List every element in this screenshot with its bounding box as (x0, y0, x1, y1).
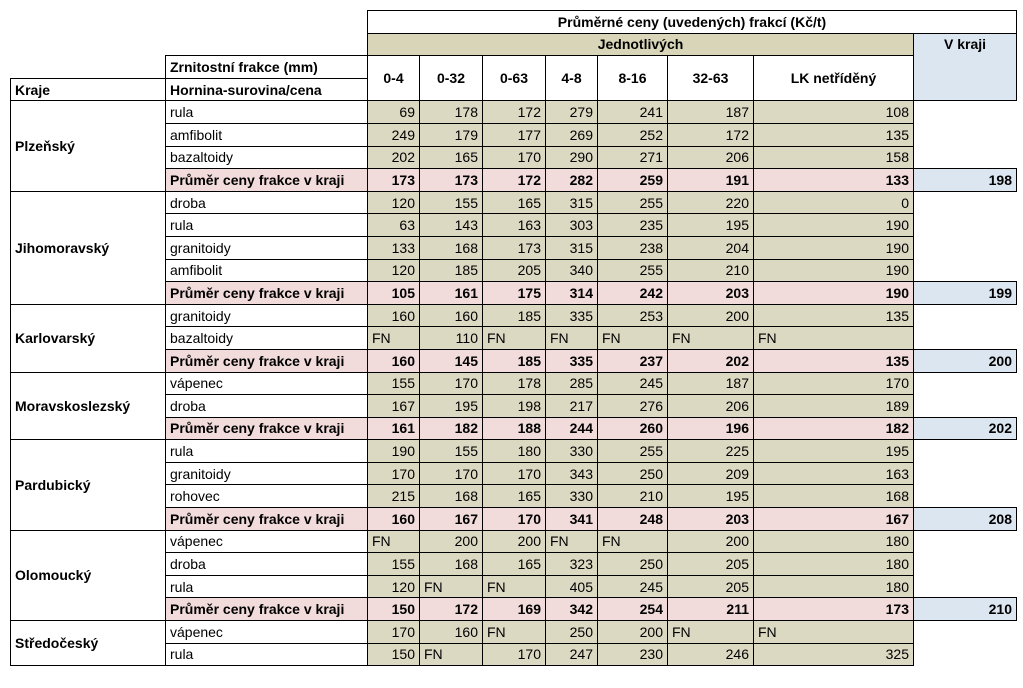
price-cell: 180 (754, 575, 914, 598)
rock-type: droba (166, 191, 368, 214)
table-row (11, 304, 1017, 327)
price-cell: 135 (754, 123, 914, 146)
average-cell: 196 (668, 417, 754, 440)
price-cell: 285 (546, 372, 598, 395)
rock-type: vápenec (166, 530, 368, 553)
price-cell: 253 (598, 304, 668, 327)
price-cell: 225 (668, 440, 754, 463)
price-cell: 195 (668, 485, 754, 508)
average-cell: 282 (546, 169, 598, 192)
average-cell: 172 (420, 598, 483, 621)
price-cell: 120 (368, 259, 420, 282)
price-cell: 315 (546, 191, 598, 214)
price-cell: 190 (368, 440, 420, 463)
price-cell: 185 (483, 304, 546, 327)
rock-type: rohovec (166, 485, 368, 508)
average-cell: 185 (483, 349, 546, 372)
region-total-cell: 210 (914, 598, 1017, 621)
region-name: Karlovarský (11, 304, 166, 372)
price-cell: FN (368, 530, 420, 553)
price-cell: 185 (420, 259, 483, 282)
table-title: Průměrné ceny (uvedených) frakcí (Kč/t) (368, 11, 1017, 34)
average-cell: 202 (668, 349, 754, 372)
average-cell: 105 (368, 282, 420, 305)
price-cell: 177 (483, 123, 546, 146)
price-cell: 0 (754, 191, 914, 214)
price-cell: 170 (754, 372, 914, 395)
average-label: Průměr ceny frakce v kraji (166, 282, 368, 305)
price-cell: 110 (420, 327, 483, 350)
price-cell: 179 (420, 123, 483, 146)
average-cell: 242 (598, 282, 668, 305)
price-cell: 230 (598, 643, 668, 666)
average-cell: 169 (483, 598, 546, 621)
average-cell: 188 (483, 417, 546, 440)
price-cell: 246 (668, 643, 754, 666)
price-cell: 165 (483, 553, 546, 576)
average-cell: 167 (420, 508, 483, 531)
price-cell: 168 (420, 236, 483, 259)
average-cell: 254 (598, 598, 668, 621)
column-header: LK netříděný (754, 56, 914, 101)
price-cell: 206 (668, 146, 754, 169)
price-cell: 133 (368, 236, 420, 259)
price-cell: 249 (368, 123, 420, 146)
average-cell: 335 (546, 349, 598, 372)
table-row (11, 101, 1017, 124)
rock-type: amfibolit (166, 259, 368, 282)
column-header: 32-63 (668, 56, 754, 101)
price-cell: 340 (546, 259, 598, 282)
header-v-kraji: V kraji (914, 33, 1017, 101)
average-cell: 190 (754, 282, 914, 305)
average-label: Průměr ceny frakce v kraji (166, 349, 368, 372)
price-cell: 325 (754, 643, 914, 666)
price-cell: 210 (668, 259, 754, 282)
price-cell: 69 (368, 101, 420, 124)
price-cell: 335 (546, 304, 598, 327)
price-cell: FN (420, 643, 483, 666)
price-cell: 405 (546, 575, 598, 598)
price-cell: 245 (598, 575, 668, 598)
average-cell: 259 (598, 169, 668, 192)
price-cell: 200 (668, 304, 754, 327)
price-cell: 255 (598, 440, 668, 463)
price-cell: 238 (598, 236, 668, 259)
average-cell: 248 (598, 508, 668, 531)
price-cell: FN (420, 575, 483, 598)
price-cell: FN (754, 621, 914, 644)
average-cell: 341 (546, 508, 598, 531)
price-cell: 120 (368, 575, 420, 598)
price-cell: 323 (546, 553, 598, 576)
column-header: 8-16 (598, 56, 668, 101)
table-body (11, 101, 1017, 666)
price-cell: 170 (420, 462, 483, 485)
price-cell: 187 (668, 372, 754, 395)
average-cell: 160 (368, 508, 420, 531)
average-cell: 167 (754, 508, 914, 531)
average-cell: 244 (546, 417, 598, 440)
price-cell: 160 (420, 304, 483, 327)
region-name: Olomoucký (11, 530, 166, 620)
region-total-cell: 200 (914, 349, 1017, 372)
price-cell: 217 (546, 395, 598, 418)
price-cell: 198 (483, 395, 546, 418)
price-cell: 165 (483, 485, 546, 508)
price-cell: 276 (598, 395, 668, 418)
price-cell: 167 (368, 395, 420, 418)
price-cell: 330 (546, 485, 598, 508)
average-cell: 133 (754, 169, 914, 192)
region-name: Pardubický (11, 440, 166, 530)
price-cell: 204 (668, 236, 754, 259)
price-cell: 215 (368, 485, 420, 508)
price-cell: 168 (754, 485, 914, 508)
rock-type: rula (166, 214, 368, 237)
price-cell: 172 (483, 101, 546, 124)
price-cell: 165 (420, 146, 483, 169)
price-cell: 195 (420, 395, 483, 418)
price-cell: 195 (668, 214, 754, 237)
rock-type: bazaltoidy (166, 327, 368, 350)
region-total-cell: 208 (914, 508, 1017, 531)
price-cell: 330 (546, 440, 598, 463)
price-cell: 170 (483, 643, 546, 666)
average-cell: 175 (483, 282, 546, 305)
average-cell: 161 (368, 417, 420, 440)
average-cell: 191 (668, 169, 754, 192)
price-cell: 155 (420, 191, 483, 214)
region-name: Moravskoslezský (11, 372, 166, 440)
price-cell: 168 (420, 553, 483, 576)
average-cell: 342 (546, 598, 598, 621)
average-label: Průměr ceny frakce v kraji (166, 169, 368, 192)
price-cell: 150 (368, 643, 420, 666)
label-zrnitostni-frakce: Zrnitostní frakce (mm) (166, 56, 368, 79)
price-cell: FN (483, 327, 546, 350)
price-cell: 190 (754, 259, 914, 282)
price-cell: FN (668, 621, 754, 644)
rock-type: bazaltoidy (166, 146, 368, 169)
price-cell: 170 (368, 621, 420, 644)
column-header: 4-8 (546, 56, 598, 101)
price-cell: 170 (368, 462, 420, 485)
price-cell: 170 (420, 372, 483, 395)
subheader-individual: Jednotlivých (368, 33, 914, 56)
region-total-cell: 198 (914, 169, 1017, 192)
average-cell: 173 (368, 169, 420, 192)
price-cell: FN (598, 530, 668, 553)
price-cell: 220 (668, 191, 754, 214)
price-cell: 205 (483, 259, 546, 282)
price-cell: 63 (368, 214, 420, 237)
price-cell: FN (368, 327, 420, 350)
price-cell: 250 (598, 553, 668, 576)
price-cell: 255 (598, 259, 668, 282)
average-cell: 182 (420, 417, 483, 440)
rock-type: rula (166, 575, 368, 598)
region-name: Plzeňský (11, 101, 166, 191)
price-cell: 209 (668, 462, 754, 485)
price-cell: 158 (754, 146, 914, 169)
table-header (11, 11, 1017, 101)
price-cell: FN (483, 621, 546, 644)
rock-type: granitoidy (166, 236, 368, 259)
price-table (10, 10, 1017, 666)
average-cell: 173 (754, 598, 914, 621)
average-cell: 211 (668, 598, 754, 621)
price-cell: 170 (483, 462, 546, 485)
average-cell: 182 (754, 417, 914, 440)
average-cell: 260 (598, 417, 668, 440)
average-cell: 314 (546, 282, 598, 305)
average-cell: 237 (598, 349, 668, 372)
price-cell: 315 (546, 236, 598, 259)
price-cell: 200 (668, 530, 754, 553)
price-cell: 205 (668, 575, 754, 598)
average-label: Průměr ceny frakce v kraji (166, 417, 368, 440)
average-cell: 161 (420, 282, 483, 305)
rock-type: rula (166, 643, 368, 666)
price-cell: 189 (754, 395, 914, 418)
average-cell: 135 (754, 349, 914, 372)
price-cell: 210 (598, 485, 668, 508)
price-cell: 245 (598, 372, 668, 395)
label-hornina: Hornina-surovina/cena (166, 78, 368, 101)
price-cell: 163 (754, 462, 914, 485)
rock-type: vápenec (166, 372, 368, 395)
price-cell: 178 (483, 372, 546, 395)
price-cell: 202 (368, 146, 420, 169)
price-cell: 241 (598, 101, 668, 124)
price-cell: 120 (368, 191, 420, 214)
column-header: 0-63 (483, 56, 546, 101)
price-cell: 178 (420, 101, 483, 124)
price-cell: 163 (483, 214, 546, 237)
price-cell: 205 (668, 553, 754, 576)
price-cell: 190 (754, 236, 914, 259)
region-name: Jihomoravský (11, 191, 166, 304)
price-cell: 279 (546, 101, 598, 124)
rock-type: rula (166, 101, 368, 124)
price-cell: 250 (546, 621, 598, 644)
price-cell: 187 (668, 101, 754, 124)
price-cell: FN (546, 327, 598, 350)
table-row (11, 621, 1017, 644)
price-cell: 206 (668, 395, 754, 418)
table-row (11, 530, 1017, 553)
price-cell: 168 (420, 485, 483, 508)
price-cell: 255 (598, 191, 668, 214)
price-cell: 247 (546, 643, 598, 666)
average-cell: 170 (483, 508, 546, 531)
column-header: 0-32 (420, 56, 483, 101)
average-cell: 203 (668, 282, 754, 305)
average-cell: 172 (483, 169, 546, 192)
rock-type: droba (166, 395, 368, 418)
rock-type: granitoidy (166, 462, 368, 485)
price-cell: 235 (598, 214, 668, 237)
table-row (11, 372, 1017, 395)
region-total-cell: 199 (914, 282, 1017, 305)
region-total-cell: 202 (914, 417, 1017, 440)
price-cell: FN (754, 327, 914, 350)
rock-type: vápenec (166, 621, 368, 644)
price-cell: 170 (483, 146, 546, 169)
price-cell: 180 (754, 530, 914, 553)
price-cell: 180 (483, 440, 546, 463)
price-cell: 155 (368, 553, 420, 576)
price-cell: 160 (420, 621, 483, 644)
price-cell: 271 (598, 146, 668, 169)
price-cell: 143 (420, 214, 483, 237)
average-cell: 145 (420, 349, 483, 372)
price-cell: 303 (546, 214, 598, 237)
price-cell: 173 (483, 236, 546, 259)
price-cell: 250 (598, 462, 668, 485)
price-cell: 172 (668, 123, 754, 146)
rock-type: amfibolit (166, 123, 368, 146)
average-label: Průměr ceny frakce v kraji (166, 598, 368, 621)
average-cell: 203 (668, 508, 754, 531)
price-cell: 252 (598, 123, 668, 146)
average-cell: 160 (368, 349, 420, 372)
column-header: 0-4 (368, 56, 420, 101)
average-cell: 173 (420, 169, 483, 192)
price-cell: 269 (546, 123, 598, 146)
table-row (11, 191, 1017, 214)
price-cell: 108 (754, 101, 914, 124)
price-cell: FN (598, 327, 668, 350)
price-cell: 200 (420, 530, 483, 553)
price-cell: 160 (368, 304, 420, 327)
price-cell: 195 (754, 440, 914, 463)
average-cell: 150 (368, 598, 420, 621)
price-cell: 155 (420, 440, 483, 463)
price-cell: FN (546, 530, 598, 553)
rock-type: droba (166, 553, 368, 576)
price-cell: FN (483, 575, 546, 598)
price-cell: 155 (368, 372, 420, 395)
rock-type: rula (166, 440, 368, 463)
average-label: Průměr ceny frakce v kraji (166, 508, 368, 531)
price-cell: 165 (483, 191, 546, 214)
rock-type: granitoidy (166, 304, 368, 327)
region-name: Středočeský (11, 621, 166, 666)
price-cell: 343 (546, 462, 598, 485)
price-cell: 190 (754, 214, 914, 237)
price-cell: 135 (754, 304, 914, 327)
price-cell: 200 (598, 621, 668, 644)
price-cell: 290 (546, 146, 598, 169)
price-cell: 180 (754, 553, 914, 576)
label-kraje: Kraje (11, 78, 166, 101)
price-cell: 200 (483, 530, 546, 553)
price-cell: FN (668, 327, 754, 350)
table-row (11, 440, 1017, 463)
